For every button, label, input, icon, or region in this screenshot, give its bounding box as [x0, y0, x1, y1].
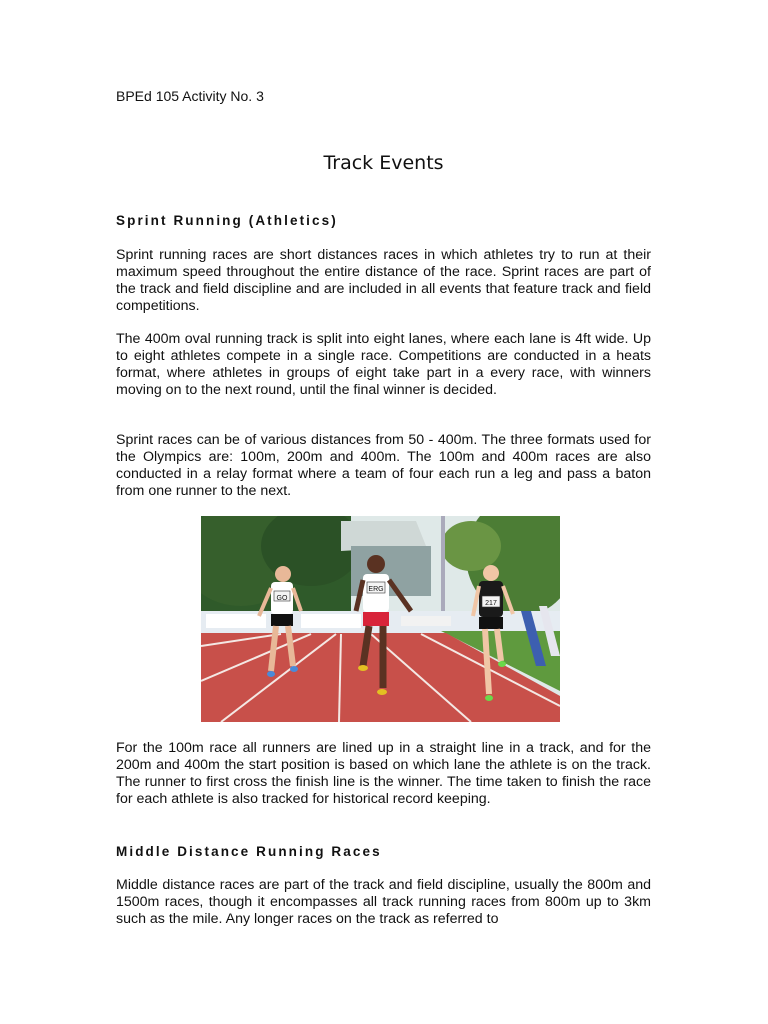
paragraph: Sprint running races are short distances races in which athletes try to run at their maximum speed throughout the entire distance of the race. Sprint races are part of the track and field discipline and are included in all events that feature track and field competitions.: [116, 247, 651, 314]
document-title: Track Events: [323, 152, 444, 174]
paragraph: The 400m oval running track is split into eight lanes, where each lane is 4ft wide. Up to eight athletes compete in a single race. Competitions are conducted in a heats format, where athletes in groups of eight take part in a every race, with winners moving on to the next round, until the final winner is decided.: [116, 331, 651, 398]
course-activity-label: BPEd 105 Activity No. 3: [116, 88, 264, 104]
sprinters-photo: [201, 516, 560, 722]
bib-right-text: 217: [485, 600, 497, 607]
paragraph: For the 100m race all runners are lined up in a straight line in a track, and for the 200m and 400m the start position is based on which lane the athlete is on the track. The runner to first cross the finish line is the winner. The time taken to finish the race for each athlete is also tracked for historical record keeping.: [116, 740, 651, 807]
bib-center-text: ERG: [368, 586, 384, 593]
bib-left-text: GO: [276, 595, 288, 602]
section-heading-middle-distance: Middle Distance Running Races: [116, 844, 382, 859]
paragraph: Middle distance races are part of the track and field discipline, usually the 800m and 1500m races, though it encompasses all track running races from 800m up to 3km such as the mile. Any longer races on the track as referred to: [116, 877, 651, 927]
section-heading-sprint: Sprint Running (Athletics): [116, 213, 338, 228]
paragraph: Sprint races can be of various distances from 50 - 400m. The three formats used for the Olympics are: 100m, 200m and 400m. The 100m and 400m races are also conducted in a relay format where a team of four each run a leg and pass a baton from one runner to the next.: [116, 432, 651, 499]
